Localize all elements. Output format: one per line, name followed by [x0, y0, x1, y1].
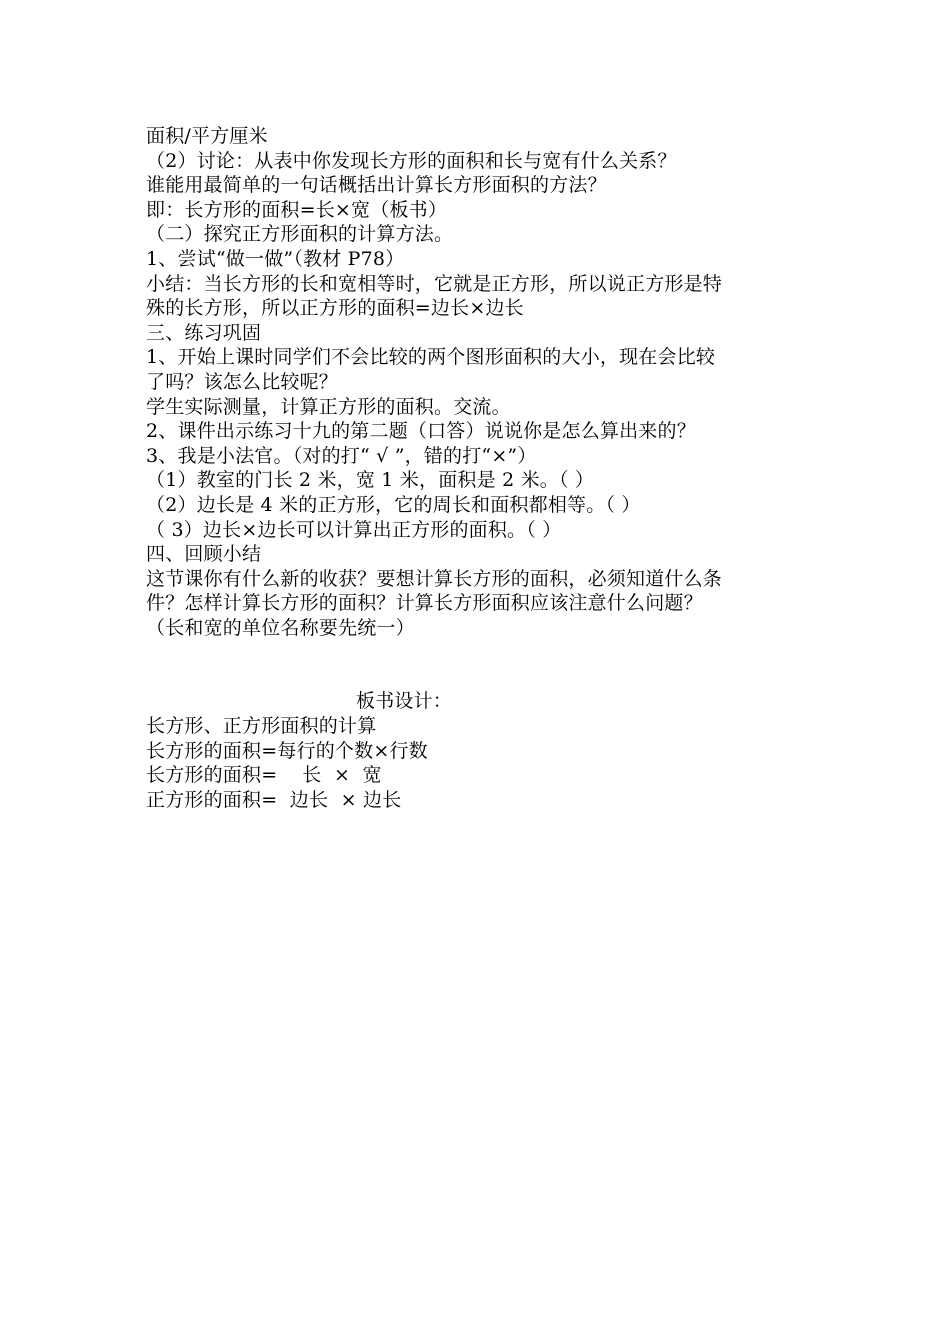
text-line: 件？怎样计算长方形的面积？计算长方形面积应该注意什么问题？ — [146, 592, 703, 615]
text-line: 小结：当长方形的长和宽相等时，它就是正方形，所以说正方形是特 — [146, 272, 723, 295]
quiz-item: （1）教室的门长 2 米，宽 1 米，面积是 2 米。（ ） — [146, 469, 595, 492]
text-line: 殊的长方形，所以正方形的面积=边长×边长 — [146, 297, 524, 320]
text-line: （2）讨论：从表中你发现长方形的面积和长与宽有什么关系？ — [146, 149, 677, 172]
section-heading: （二）探究正方形面积的计算方法。 — [146, 223, 454, 246]
quiz-item: （ 3）边长×边长可以计算出正方形的面积。（ ） — [146, 518, 562, 541]
text-line: 1、尝试“做一做”（教材 P78） — [146, 247, 405, 270]
quiz-item: （2）边长是 4 米的正方形，它的周长和面积都相等。（ ） — [146, 493, 641, 516]
text-line: 3、我是小法官。（对的打“ √ ”，错的打“×”） — [146, 444, 537, 467]
text-line: 学生实际测量，计算正方形的面积。交流。 — [146, 395, 511, 418]
text-line: （长和宽的单位名称要先统一） — [146, 616, 415, 639]
text-line: 了吗？该怎么比较呢？ — [146, 370, 339, 393]
text-line: 这节课你有什么新的收获？要想计算长方形的面积，必须知道什么条 — [146, 567, 723, 590]
document-body — [146, 124, 816, 812]
board-design-title: 板书设计： — [356, 690, 453, 713]
spacer — [146, 640, 816, 689]
board-line: 长方形的面积=每行的个数×行数 — [146, 739, 428, 762]
text-line: 1、开始上课时同学们不会比较的两个图形面积的大小，现在会比较 — [146, 346, 716, 369]
section-heading: 四、回顾小结 — [146, 543, 262, 566]
text-line: 即：长方形的面积=长×宽（板书） — [146, 198, 448, 221]
text-line: 谁能用最简单的一句话概括出计算长方形面积的方法？ — [146, 174, 607, 197]
board-line: 正方形的面积= 边长 × 边长 — [146, 788, 402, 811]
text-line: 面积/平方厘米 — [146, 125, 268, 147]
board-line: 长方形、正方形面积的计算 — [146, 715, 377, 738]
board-line: 长方形的面积= 长 × 宽 — [146, 764, 382, 787]
text-line: 2、课件出示练习十九的第二题（口答）说说你是怎么算出来的？ — [146, 420, 696, 443]
section-heading: 三、练习巩固 — [146, 321, 262, 344]
